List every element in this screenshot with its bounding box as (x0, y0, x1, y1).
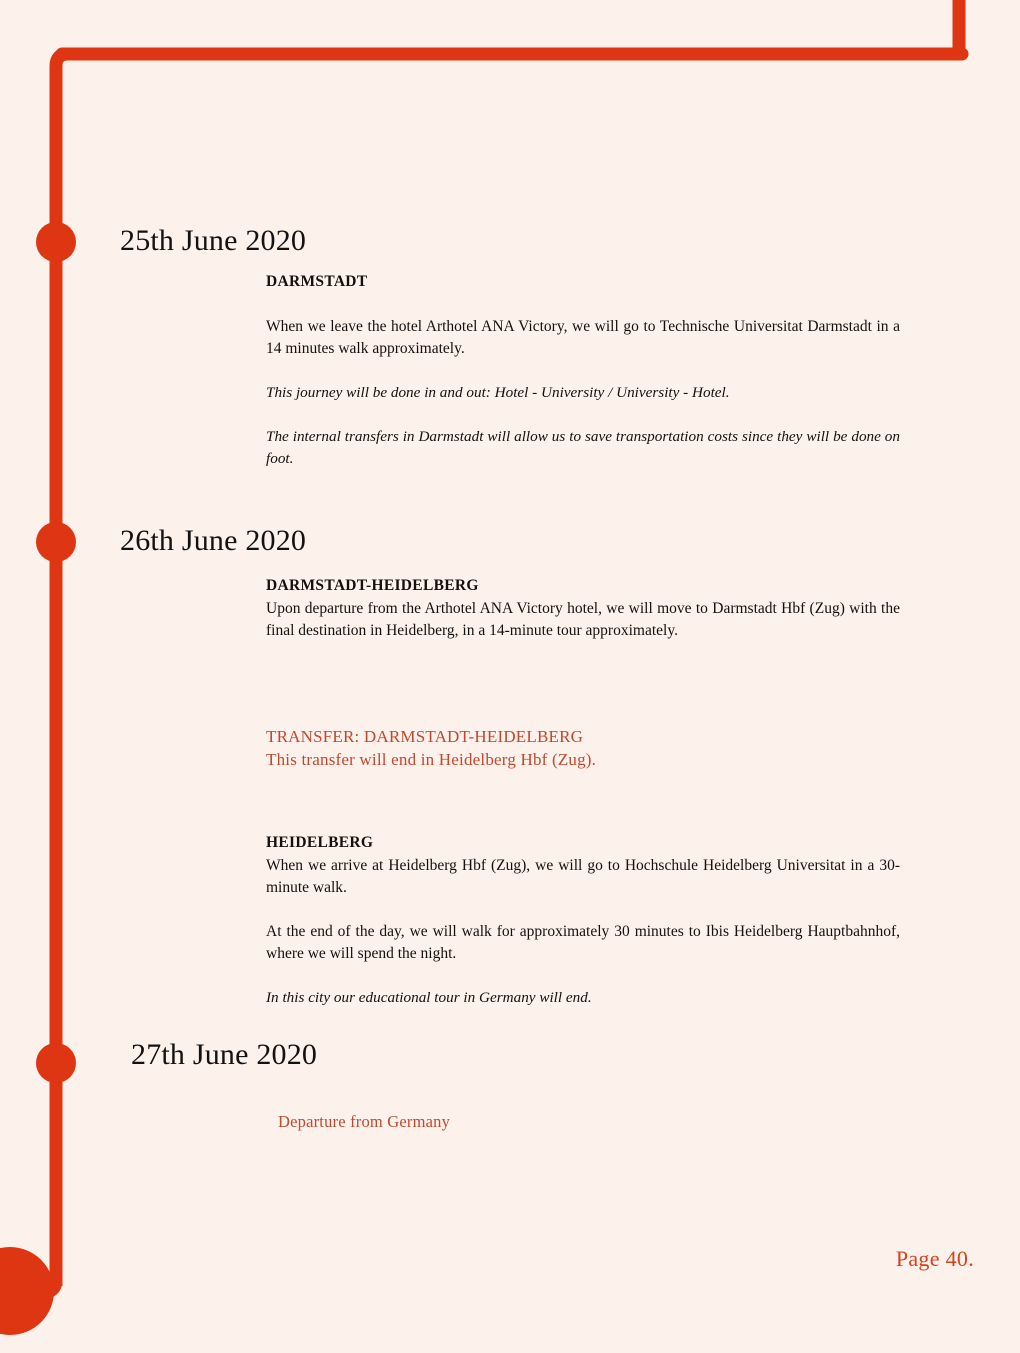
departure-note: Departure from Germany (278, 1112, 451, 1131)
city-heading-darmstadt: DARMSTADT (266, 273, 368, 290)
day-body-25-june (266, 272, 900, 469)
day-block-25-june (0, 224, 1020, 467)
transfer-title: TRANSFER: DARMSTADT-HEIDELBERG (266, 727, 584, 746)
paragraph-darmstadt-journey-note: This journey will be done in and out: Hotel - University / University - Hotel. (266, 384, 730, 402)
day-block-26-june (0, 524, 1020, 640)
transfer-callout (266, 725, 916, 772)
paragraph-heidelberg-tour-end: In this city our educational tour in Germany will end. (266, 989, 592, 1007)
city-heading-darmstadt-heidelberg: DARMSTADT-HEIDELBERG (266, 577, 479, 594)
paragraph-darmstadt-transfers-note: The internal transfers in Darmstadt will allow us to save transportation costs since they will be done on foot. (266, 428, 900, 467)
date-heading-27-june: 27th June 2020 (131, 1038, 318, 1071)
transfer-detail: This transfer will end in Heidelberg Hbf (Zug). (266, 750, 597, 770)
day-block-27-june (0, 1038, 1020, 1071)
date-heading-25-june: 25th June 2020 (120, 224, 307, 257)
heidelberg-section (266, 833, 900, 1009)
page-number: Page 40. (895, 1246, 974, 1271)
paragraph-heidelberg-arrival: When we arrive at Heidelberg Hbf (Zug), we will go to Hochschule Heidelberg Universitat in a 30-minute walk. (266, 857, 900, 897)
date-heading-26-june: 26th June 2020 (120, 524, 307, 557)
paragraph-darmstadt-walk: When we leave the hotel Arthotel ANA Victory, we will go to Technische Universitat Darmstadt in a 14 minutes walk approximately. (266, 318, 900, 358)
paragraph-darmstadt-to-heidelberg: Upon departure from the Arthotel ANA Victory hotel, we will move to Darmstadt Hbf (Zug) with the final destination in Heidelberg, in a 14-minute tour approximately. (266, 600, 900, 640)
city-heading-heidelberg: HEIDELBERG (266, 834, 374, 851)
paragraph-heidelberg-evening: At the end of the day, we will walk for approximately 30 minutes to Ibis Heidelberg Hauptbahnhof, where we will spend the night. (266, 923, 900, 963)
day-body-26-june (266, 576, 900, 642)
